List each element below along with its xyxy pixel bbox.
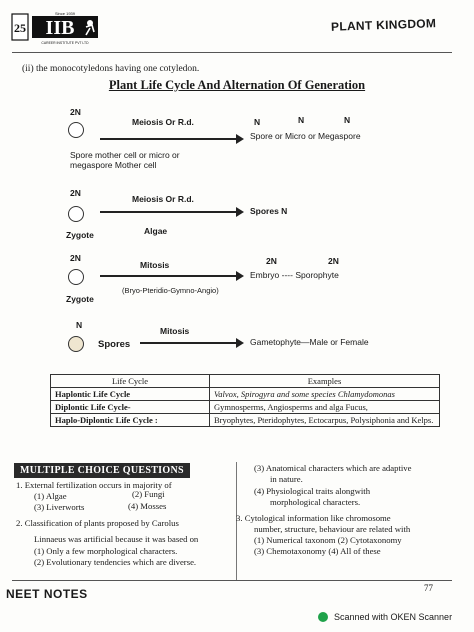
scanner-logo-icon xyxy=(318,612,328,622)
table-header-cell: Examples xyxy=(210,375,440,388)
table-cell: Valvox, Spirogyra and some species Chlamydomonas xyxy=(210,388,440,401)
q2-option: (1) Only a few morphological characters. xyxy=(34,546,178,556)
cycle1-ploidy: 2N xyxy=(70,107,81,117)
question-2-line1: 2. Classification of plants proposed by Carolus xyxy=(16,518,179,528)
q2-option-cont: in nature. xyxy=(270,474,303,484)
logo-sub: CAREER INSTITUTE PVT LTD xyxy=(41,41,89,45)
cycle4-arrow xyxy=(140,342,238,344)
page-number: 77 xyxy=(424,583,433,593)
footer-title: NEET NOTES xyxy=(6,587,88,601)
cycle2-arrow xyxy=(100,211,238,213)
table-cell: Haplo-Diplontic Life Cycle : xyxy=(51,414,210,427)
life-cycle-table xyxy=(50,374,440,427)
q3-options-row2: (3) Chemotaxonomy (4) All of these xyxy=(254,546,381,556)
cycle1-cell xyxy=(68,122,84,138)
table-row xyxy=(51,414,440,427)
cycle3-start-label: Zygote xyxy=(66,294,94,304)
table-header-cell: Life Cycle xyxy=(51,375,210,388)
table-header-row xyxy=(51,375,440,388)
cycle4-cell xyxy=(68,336,84,352)
chapter-title: PLANT KINGDOM xyxy=(330,16,437,34)
q2-option-cont: morphological characters. xyxy=(270,497,361,507)
question-2-line2: Linnaeus was artificial because it was based on xyxy=(34,534,199,544)
cycle3-ploidy: 2N xyxy=(70,253,81,263)
publisher-logo xyxy=(10,10,110,46)
cycle3-top2: 2N xyxy=(328,256,339,266)
mcq-heading: MULTIPLE CHOICE QUESTIONS xyxy=(14,463,190,478)
logo-years: 25 xyxy=(14,21,26,35)
cycle1-n1: N xyxy=(254,117,261,127)
cycle3-cell xyxy=(68,269,84,285)
cycle4-process: Mitosis xyxy=(160,326,190,336)
q2-option: (3) Anatomical characters which are adaptive xyxy=(254,463,412,473)
cycle3-under: (Bryo-Pteridio-Gymno-Angio) xyxy=(122,286,219,295)
table-cell: Bryophytes, Pteridophytes, Ectocarpus, Polysiphonia and Kelps. xyxy=(210,414,440,427)
cycle1-n2: N xyxy=(298,115,305,125)
logo-brand: IIB xyxy=(45,17,75,39)
q3-options-row1: (1) Numerical taxonom (2) Cytotaxonomy xyxy=(254,535,402,545)
cycle4-result: Gametophyte—Male or Female xyxy=(250,337,369,347)
table-row xyxy=(51,388,440,401)
diagram-title: Plant Life Cycle And Alternation Of Generation xyxy=(108,78,366,92)
cycle2-under: Algae xyxy=(144,226,168,236)
table-cell: Haplontic Life Cycle xyxy=(51,388,210,401)
question-3-line1: 3. Cytological information like chromosome xyxy=(236,513,391,523)
cycle2-result: Spores N xyxy=(250,206,288,216)
q1-option: (2) Fungi xyxy=(132,489,165,499)
q1-option: (1) Algae xyxy=(34,491,67,501)
cycle1-start-label: Spore mother cell or micro or megaspore Mother cell xyxy=(70,150,180,170)
q2-option: (2) Evolutionary tendencies which are diverse. xyxy=(34,557,197,567)
cycle4-start-label: Spores xyxy=(98,339,131,350)
cycle3-process: Mitosis xyxy=(140,260,170,270)
scanner-watermark: Scanned with OKEN Scanner xyxy=(334,612,453,622)
cycle2-ploidy: 2N xyxy=(70,188,81,198)
cycle3-result: Embryo ---- Sporophyte xyxy=(250,270,339,280)
header-divider xyxy=(12,52,452,53)
cycle2-process: Meiosis Or R.d. xyxy=(132,194,194,204)
question-1: 1. External fertilization occurs in majority of xyxy=(16,480,172,490)
cycle1-arrow xyxy=(100,138,238,140)
cycle3-top1: 2N xyxy=(266,256,277,266)
cycle2-start-label: Zygote xyxy=(66,230,94,240)
intro-line: (ii) the monocotyledons having one cotyledon. xyxy=(22,64,200,74)
cycle1-result: Spore or Micro or Megaspore xyxy=(250,131,361,141)
question-3-line2: number, structure, behaviour are related with xyxy=(254,524,411,534)
footer-divider xyxy=(12,580,452,581)
cycle4-ploidy: N xyxy=(76,320,83,330)
logo-since: Since 1939 xyxy=(54,11,76,16)
cycle1-n3: N xyxy=(344,115,351,125)
q2-option: (4) Physiological traits alongwith xyxy=(254,486,371,496)
q1-option: (3) Liverworts xyxy=(34,502,85,512)
cycle3-arrow xyxy=(100,275,238,277)
cycle2-cell xyxy=(68,206,84,222)
table-row xyxy=(51,401,440,414)
table-cell: Diplontic Life Cycle- xyxy=(51,401,210,414)
table-cell: Gymnosperms, Angiosperms and alga Fucus, xyxy=(210,401,440,414)
q1-option: (4) Mosses xyxy=(128,501,167,511)
cycle1-process: Meiosis Or R.d. xyxy=(132,117,194,127)
